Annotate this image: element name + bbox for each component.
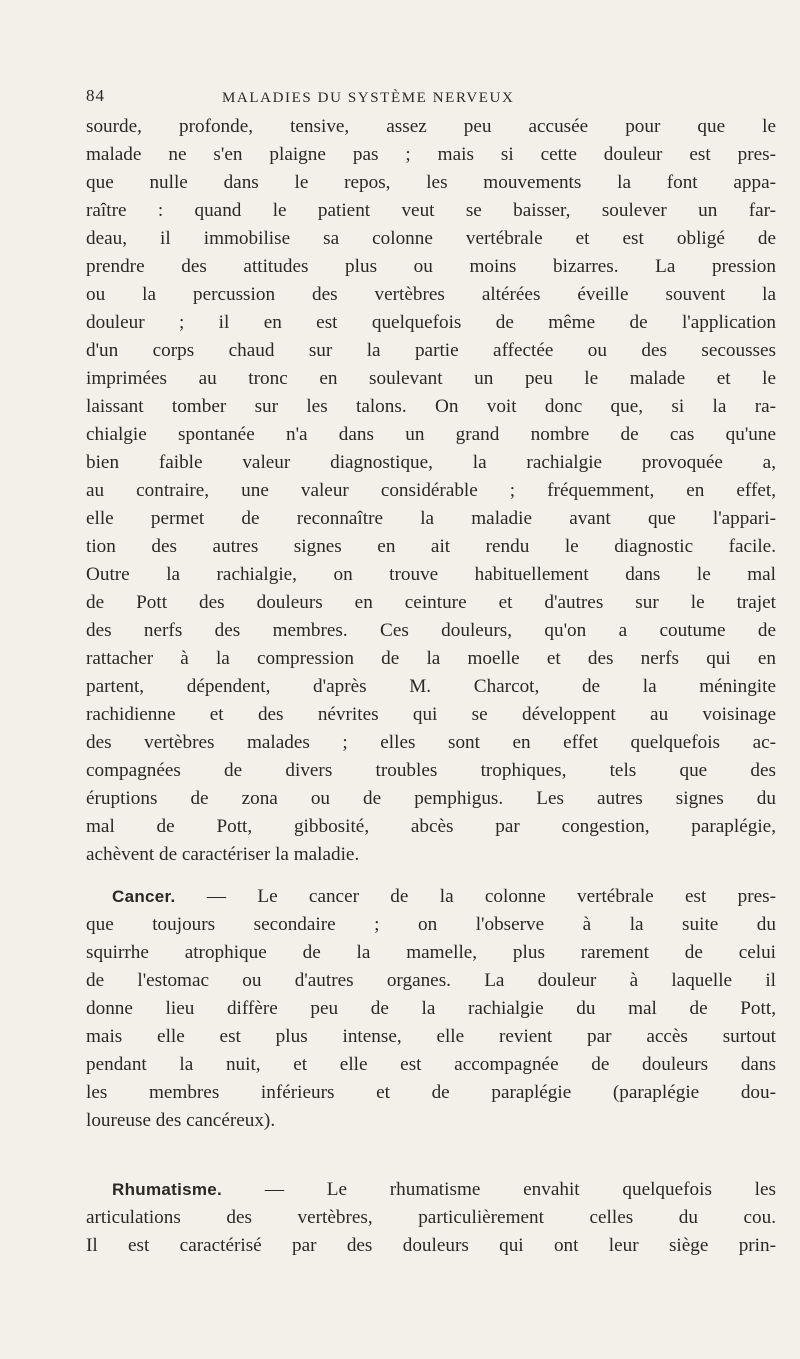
text-line: ou la percussion des vertèbres altérées éveille souvent la <box>86 284 776 305</box>
text-line: des nerfs des membres. Ces douleurs, qu'on a coutume de <box>86 620 776 641</box>
text-line: pendant la nuit, et elle est accompagnée de douleurs dans <box>86 1054 776 1075</box>
text-line: bien faible valeur diagnostique, la rachialgie provoquée a, <box>86 452 776 473</box>
text-line: que toujours secondaire ; on l'observe à la suite du <box>86 914 776 935</box>
text-line: rattacher à la compression de la moelle et des nerfs qui en <box>86 648 776 669</box>
section-cancer-first-line: — Le cancer de la colonne vertébrale est pres- <box>175 886 776 907</box>
text-line: articulations des vertèbres, particulièrement celles du cou. <box>86 1207 776 1228</box>
text-line: d'un corps chaud sur la partie affectée ou des secousses <box>86 340 776 361</box>
text-line: des vertèbres malades ; elles sont en effet quelquefois ac- <box>86 732 776 753</box>
text-line <box>112 883 776 911</box>
text-line: achèvent de caractériser la maladie. <box>86 844 360 865</box>
text-line: douleur ; il en est quelquefois de même de l'application <box>86 312 776 333</box>
text-line: sourde, profonde, tensive, assez peu accusée pour que le <box>86 116 776 137</box>
text-line: de Pott des douleurs en ceinture et d'autres sur le trajet <box>86 592 776 613</box>
text-line: malade ne s'en plaigne pas ; mais si cette douleur est pres- <box>86 144 776 165</box>
text-line: les membres inférieurs et de paraplégie (paraplégie dou- <box>86 1082 776 1103</box>
text-line: éruptions de zona ou de pemphigus. Les autres signes du <box>86 788 776 809</box>
text-line: prendre des attitudes plus ou moins bizarres. La pression <box>86 256 776 277</box>
section-rheumatism-first-line: — Le rhumatisme envahit quelquefois les <box>222 1179 776 1200</box>
text-line: au contraire, une valeur considérable ; fréquemment, en effet, <box>86 480 776 501</box>
text-line: elle permet de reconnaître la maladie avant que l'appari- <box>86 508 776 529</box>
text-line: Outre la rachialgie, on trouve habituellement dans le mal <box>86 564 776 585</box>
text-line: que nulle dans le repos, les mouvements la font appa- <box>86 172 776 193</box>
text-line: compagnées de divers troubles trophiques, tels que des <box>86 760 776 781</box>
text-line: de l'estomac ou d'autres organes. La douleur à laquelle il <box>86 970 776 991</box>
text-line: mal de Pott, gibbosité, abcès par congestion, paraplégie, <box>86 816 776 837</box>
text-line: deau, il immobilise sa colonne vertébrale et est obligé de <box>86 228 776 249</box>
text-line: chialgie spontanée n'a dans un grand nombre de cas qu'une <box>86 424 776 445</box>
text-line: tion des autres signes en ait rendu le diagnostic facile. <box>86 536 776 557</box>
text-line: imprimées au tronc en soulevant un peu le malade et le <box>86 368 776 389</box>
text-line: donne lieu diffère peu de la rachialgie du mal de Pott, <box>86 998 776 1019</box>
section-title-rheumatism: Rhumatisme. <box>112 1180 223 1199</box>
text-line: raître : quand le patient veut se baisser, soulever un far- <box>86 200 776 221</box>
text-line: squirrhe atrophique de la mamelle, plus rarement de celui <box>86 942 776 963</box>
text-line: partent, dépendent, d'après M. Charcot, de la méningite <box>86 676 776 697</box>
page-number: 84 <box>86 86 105 105</box>
text-line <box>112 1176 776 1204</box>
text-line: mais elle est plus intense, elle revient par accès surtout <box>86 1026 776 1047</box>
section-title-cancer: Cancer. <box>112 887 176 906</box>
text-line: laissant tomber sur les talons. On voit donc que, si la ra- <box>86 396 776 417</box>
running-title: MALADIES DU SYSTÈME NERVEUX <box>222 90 515 106</box>
text-line: loureuse des cancéreux). <box>86 1110 276 1131</box>
text-line: Il est caractérisé par des douleurs qui ont leur siège prin- <box>86 1235 776 1256</box>
text-line: rachidienne et des névrites qui se développent au voisinage <box>86 704 776 725</box>
